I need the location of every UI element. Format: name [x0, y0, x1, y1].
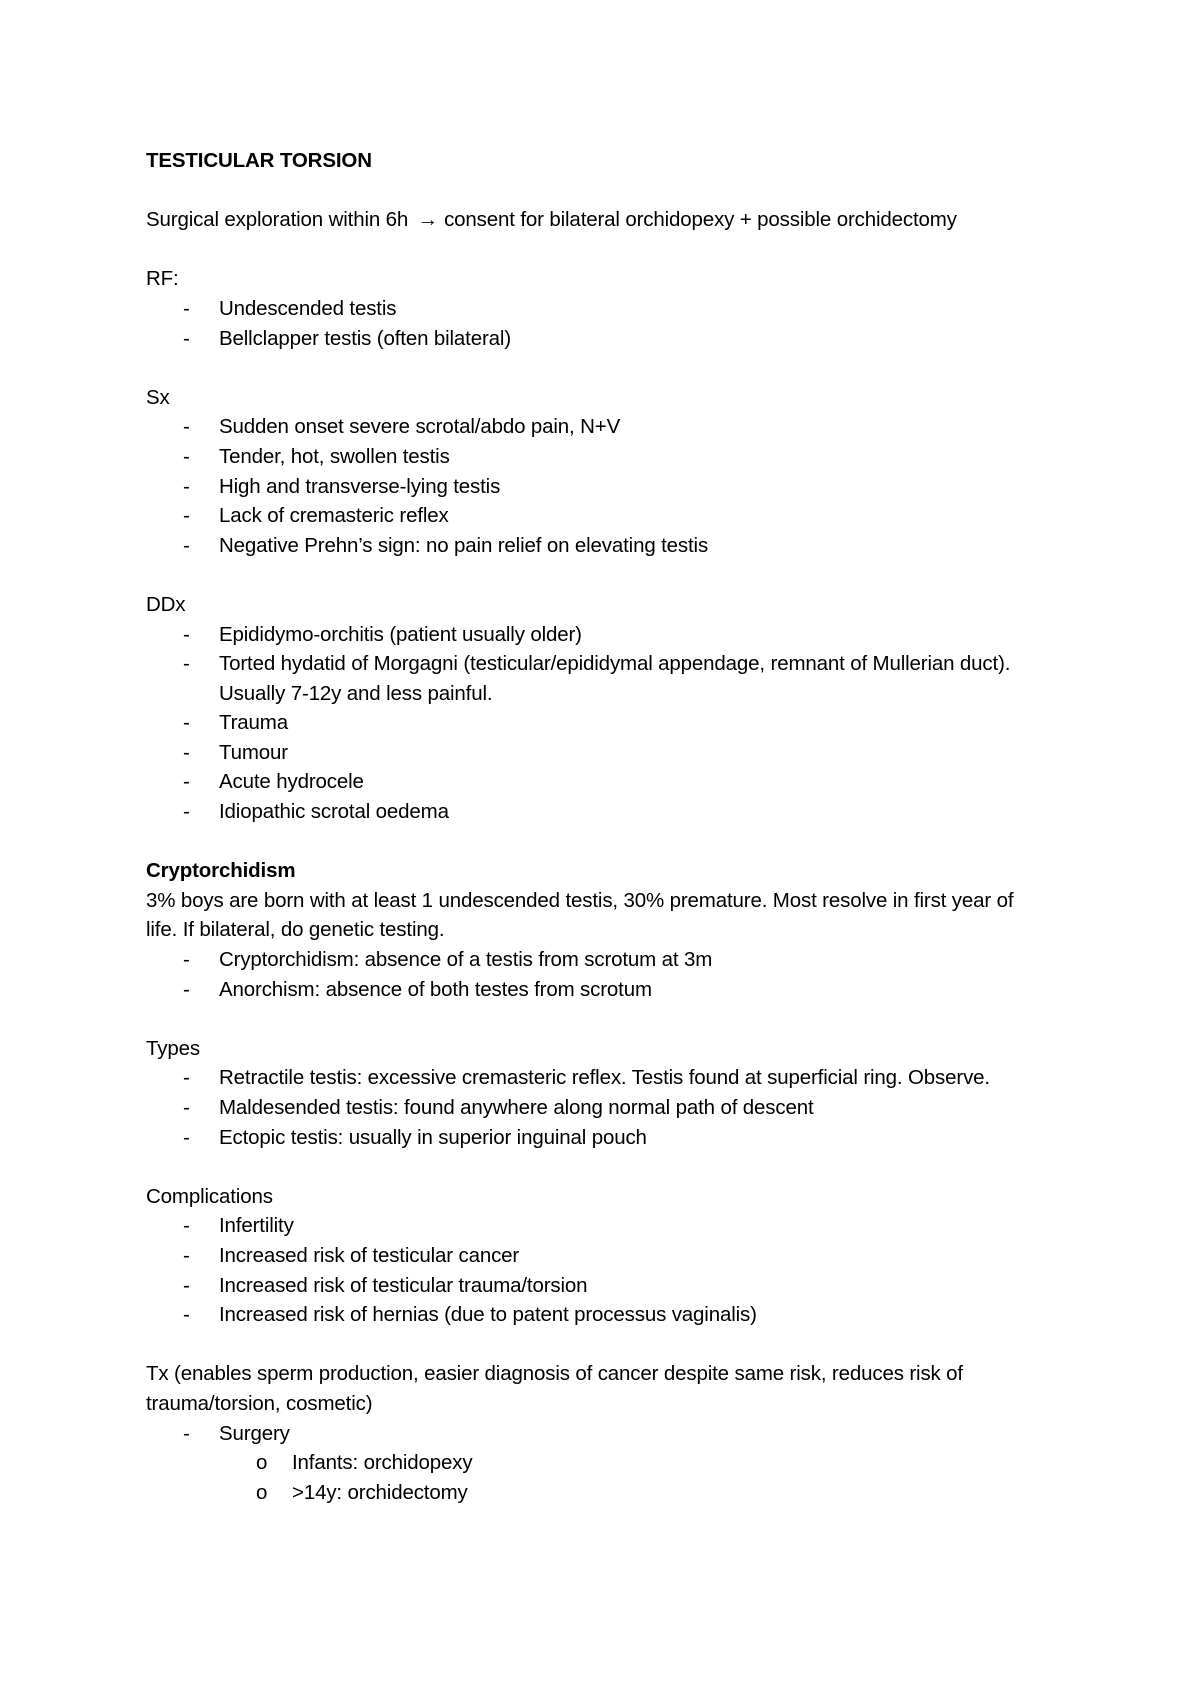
- spacer: [146, 235, 1050, 265]
- list-item: - Torted hydatid of Morgagni (testicular/epididymal appendage, remnant of Mullerian duct). Usually 7-12y and less painful.: [146, 649, 1050, 708]
- list-item: - Anorchism: absence of both testes from scrotum: [146, 975, 1050, 1005]
- spacer: [146, 1330, 1050, 1360]
- spacer: [146, 353, 1050, 383]
- list-item: - Increased risk of hernias (due to patent processus vaginalis): [146, 1300, 1050, 1330]
- list-item: - High and transverse-lying testis: [146, 472, 1050, 502]
- list-item: - Trauma: [146, 708, 1050, 738]
- ddx-heading: DDx: [146, 592, 186, 616]
- spacer: [146, 560, 1050, 590]
- tx-heading: Tx (enables sperm production, easier diagnosis of cancer despite same risk, reduces risk of trauma/torsion, cosmetic): [146, 1362, 963, 1415]
- complications-list: [146, 1211, 1050, 1329]
- ddx-list: [146, 620, 1050, 827]
- spacer: [146, 1152, 1050, 1182]
- list-item: - Idiopathic scrotal oedema: [146, 797, 1050, 827]
- rf-heading: RF:: [146, 267, 179, 291]
- right-arrow-icon: →: [417, 208, 439, 232]
- list-item: - Tumour: [146, 738, 1050, 768]
- list-item: - Ectopic testis: usually in superior inguinal pouch: [146, 1123, 1050, 1153]
- intro-line: [146, 205, 1050, 235]
- sx-heading: Sx: [146, 385, 170, 409]
- sx-list: [146, 412, 1050, 560]
- list-item: - Retractile testis: excessive cremasteric reflex. Testis found at superficial ring. Observe.: [146, 1063, 1050, 1093]
- list-item: - Negative Prehn’s sign: no pain relief on elevating testis: [146, 531, 1050, 561]
- spacer: [146, 176, 1050, 206]
- document-body: [146, 146, 1050, 1507]
- spacer: [146, 827, 1050, 857]
- list-item: - Increased risk of testicular cancer: [146, 1241, 1050, 1271]
- cryptorchidism-list: [146, 945, 1050, 1004]
- types-heading: Types: [146, 1036, 200, 1060]
- tx-list: [146, 1419, 1050, 1449]
- sublist-item: o Infants: orchidopexy: [146, 1448, 1050, 1478]
- intro-after-arrow: consent for bilateral orchidopexy + possible orchidectomy: [444, 208, 957, 232]
- list-item: - Increased risk of testicular trauma/torsion: [146, 1271, 1050, 1301]
- list-item: - Acute hydrocele: [146, 767, 1050, 797]
- sublist-item: o >14y: orchidectomy: [146, 1478, 1050, 1508]
- intro-before-arrow: Surgical exploration within 6h: [146, 208, 409, 232]
- spacer: [146, 1004, 1050, 1034]
- types-list: [146, 1063, 1050, 1152]
- tx-sublist: [146, 1448, 1050, 1507]
- list-item: - Bellclapper testis (often bilateral): [146, 324, 1050, 354]
- list-item: - Undescended testis: [146, 294, 1050, 324]
- list-item: - Infertility: [146, 1211, 1050, 1241]
- document-title: TESTICULAR TORSION: [146, 149, 372, 172]
- cryptorchidism-paragraph: 3% boys are born with at least 1 undescended testis, 30% premature. Most resolve in first year of life. If bilateral, do genetic testing.: [146, 888, 1014, 942]
- list-item: - Maldesended testis: found anywhere along normal path of descent: [146, 1093, 1050, 1123]
- rf-list: [146, 294, 1050, 353]
- tx-item-label: Surgery: [219, 1421, 290, 1445]
- list-item: - Sudden onset severe scrotal/abdo pain, N+V: [146, 412, 1050, 442]
- list-item: - Epididymo-orchitis (patient usually older): [146, 620, 1050, 650]
- complications-heading: Complications: [146, 1184, 273, 1208]
- cryptorchidism-heading: Cryptorchidism: [146, 859, 296, 883]
- list-item: - Cryptorchidism: absence of a testis from scrotum at 3m: [146, 945, 1050, 975]
- list-item: - Lack of cremasteric reflex: [146, 501, 1050, 531]
- list-item: - Tender, hot, swollen testis: [146, 442, 1050, 472]
- list-item: [146, 1419, 1050, 1449]
